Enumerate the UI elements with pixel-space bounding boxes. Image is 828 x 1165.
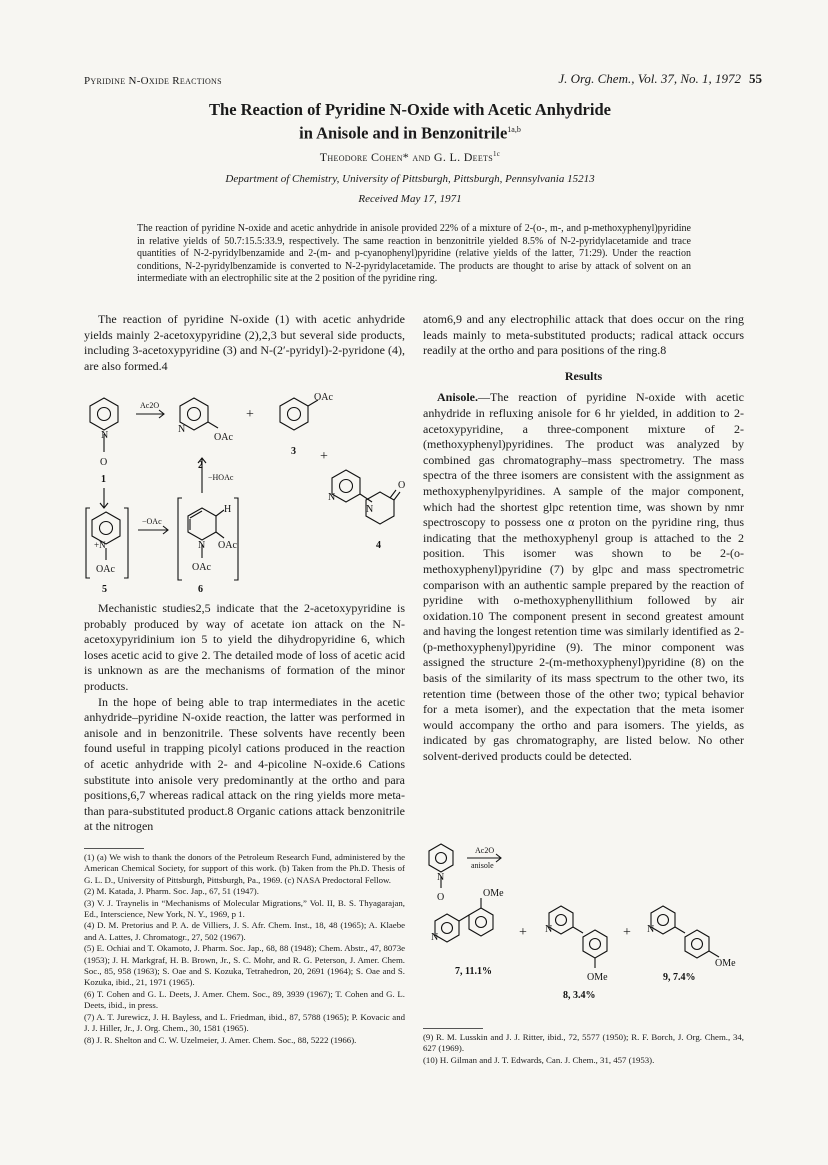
biaryl-bond-8 [573,927,583,933]
reagent-anisole: anisole [471,861,494,870]
aromatic-circle-s2 [436,853,447,864]
page-number: 55 [749,71,762,86]
nplus-label-5: +N [94,540,106,550]
ring-compound-3 [280,398,308,430]
footnote-9: (9) R. M. Lusskin and J. J. Ritter, ibid., 72, 5577 (1950); R. F. Borch, J. Org. Chem., 34, 627 (1969). [423,1032,744,1054]
o-label-s2: O [437,892,445,903]
ring-7-phenyl [469,908,493,936]
aromatic-circle-1 [98,408,111,421]
ring-8-pyridine [549,906,573,934]
footnote-3: (3) V. J. Traynelis in “Mechanisms of Molecular Migrations,” Vol. II, B. S. Thyagarajan, Ed., Interscience, New York, N. Y., 1969, p 1. [84,897,405,920]
ring-7-pyridine [435,914,459,942]
continued-paragraph: atom6,9 and any electrophilic attack that does occur on the ring leads mainly to meta-substituted products; radical attack occurs readily at the ortho and para positions of the ring.8 [423,312,744,358]
aromatic-circle-9b [692,939,703,950]
ring-compound-1 [90,398,118,430]
aromatic-circle-8b [590,939,601,950]
footnote-rule-left [84,848,144,849]
authors [60,150,760,165]
ring-9-phenyl [685,930,709,958]
n-label-4a: N [328,492,336,503]
section-heading-results: Results [564,368,603,383]
plus-sign-s2b: + [623,925,631,940]
n-label-s2: N [437,872,445,883]
left-col-paragraph-1 [84,312,405,374]
aromatic-circle-5 [100,522,113,535]
bracket-right-5 [124,508,128,578]
ome-label-8: OMe [587,972,608,983]
intro-paragraph: The reaction of pyridine N-oxide (1) with acetic anhydride yields mainly 2-acetoxypyridine (2),2,3 but several side products, including 3-acetoxypyridine (3) and N-(2′-pyridyl)-2-pyridone (4), are also formed.4 [84,312,405,373]
footnote-2: (2) M. Katada, J. Pharm. Soc. Jap., 67, 51 (1947). [84,886,259,897]
author-footnote-mark: 1c [492,150,501,158]
yield-label-9: 9, 7.4% [663,972,696,983]
n-label-9: N [647,924,655,935]
aromatic-circle-3 [288,408,301,421]
n-label-1: N [101,430,109,441]
aromatic-circle-7a [442,923,453,934]
footnotes-right [423,1032,744,1066]
ome-bond-9 [709,951,719,957]
ring-8-phenyl [583,930,607,958]
left-col-paragraphs [84,601,405,835]
h-bond-6 [216,510,224,516]
bracket-left-6 [178,498,182,580]
bracket-left-5 [86,508,90,578]
plus-sign-s2a: + [519,925,527,940]
yield-label-8: 8, 3.4% [563,990,596,1001]
n-label-8: N [545,924,553,935]
aromatic-circle-8a [556,915,567,926]
compound-number-1: 1 [101,474,106,485]
footnote-1: (1) (a) We wish to thank the donors of the Petroleum Research Fund, administered by the American Chemical Society, for support of this work. (b) Taken from the Ph.D. Thesis of G. L. D., University of Pittsburgh, Pittsburgh, Pa., 1969. (c) NASA Predoctoral Fellow. [84,852,405,885]
oac-bond-6 [216,532,224,538]
anisole-paragraph [423,390,744,764]
ring-9-pyridine [651,906,675,934]
n-label-7: N [431,932,439,943]
oac-label-5: OAc [96,564,115,575]
biaryl-bond-7 [459,915,469,921]
title-footnote-mark: 1a,b [507,125,521,134]
anisole-text: —The reaction of pyridine N-oxide with acetic anhydride in refluxing anisole for 6 hr yielded, in addition to 2-acetoxypyridine, a three-component mixture of 2-(methoxyphenyl)pyridines. The product was analyzed by combined gas chromatography–mass spectrometry. The mass spectra of the three isomers are consistent with the assignment as methoxyphenylpyridines. A sample of the major component, which had the shortest glpc retention time, was shown by nmr spectroscopy to possess one α proton on the pyridine ring, thus indicating that the methoxyphenyl group is attached to the 2 position. This isomer was shown to be 2-(o-methoxyphenyl)pyridine (7) by glpc and mass spectrometric comparison with an authentic sample prepared by the reaction of pyridine with o-methoxyphenyllithium followed by air oxidation.10 The component present in second greatest amount and having the longest retention time was similarly identified as 2-(p-methoxyphenyl)pyridine (9). The minor component was assigned the structure 2-(m-methoxyphenyl)pyridine (8) on the basis of the similarity of its mass spectrum to the other two, its retention time (between those of the other two; typical behavior for a meta isomer), and the expectation that the meta isomer would accompany the ortho and para isomers. The yields, as indicated by gas chromatography, are listed below. No other solvent-derived products could be detected. [423,390,744,764]
ring-pyridine-oxide [429,844,453,872]
compound-number-4: 4 [376,540,381,551]
ome-label-9: OMe [715,958,736,969]
oac-bond-2 [208,422,218,428]
reagent-ac2o: Ac2O [140,401,160,410]
footnote-5: (5) E. Ochiai and T. Okamoto, J. Pharm. Soc. Jap., 68, 88 (1948); Chem. Abstr., 47, 8073e (1953); J. H. Markgraf, H. B. Brown, Jr., S. C. Mohr, and R. G. Peterson, J. Amer. Chem. Soc., 85, 958 (1963); S. Oae and S. Kozuka, Tetrahedron, 20, 2691 (1964); S. Oae and S. Kozuka, ibid., 21, 1971 (1965). [84,943,405,988]
o-label-1: O [100,457,108,468]
plus-sign-2: + [320,449,328,464]
received-date: Received May 17, 1971 [358,193,462,205]
reaction-scheme-1 [84,388,414,600]
right-col-text [423,312,744,765]
mechanism-paragraph: Mechanistic studies2,5 indicate that the 2-acetoxypyridine is probably produced by way of acetate ion attack on the N-acetoxypyridinium ion 5 to yield the dihydropyridine 6, which loses acetic acid to give 2. The detailed mode of loss of acetic acid is unknown as are the mechanisms of formation of the minor products. [84,601,405,693]
footnote-10: (10) H. Gilman and J. T. Edwards, Can. J. Chem., 31, 457 (1953). [423,1054,655,1065]
anisole-lead: Anisole. [437,390,479,405]
carbonyl-bond-4b [390,490,396,498]
compound-number-6: 6 [198,584,203,595]
plus-sign-1: + [246,407,254,422]
reagent-minus-oac: −OAc [142,517,162,526]
oac-label-3: OAc [314,392,333,403]
ring-compound-6 [188,508,216,540]
affiliation: Department of Chemistry, University of Pittsburgh, Pittsburgh, Pennsylvania 15213 [225,173,595,185]
aromatic-circle-4 [340,480,353,493]
footnote-8: (8) J. R. Shelton and C. W. Uzelmeier, J. Amer. Chem. Soc., 88, 5222 (1966). [84,1034,357,1045]
oac-label-2: OAc [214,432,233,443]
oac-label-6a: OAc [218,540,237,551]
aromatic-circle-9a [658,915,669,926]
ring-compound-4a [332,470,360,502]
aromatic-circle-7b [476,917,487,928]
title-line-1: The Reaction of Pyridine N-Oxide with Acetic Anhydride [209,100,611,119]
compound-number-3: 3 [291,446,296,457]
o-label-4: O [398,480,406,491]
footnote-rule-right [423,1028,483,1029]
reaction-scheme-2 [423,838,753,1014]
article-title [60,100,760,144]
biaryl-bond-9 [675,927,685,933]
title-line-2 [60,120,760,144]
n-label-2: N [178,424,186,435]
oac-label-6b: OAc [192,562,211,573]
author-names: Theodore Cohen* and G. L. Deets [319,150,493,164]
footnote-4: (4) D. M. Pretorius and P. A. de Villiers, J. S. Afr. Chem. Inst., 18, 48 (1965); A. Klaebe and A. Lattes, J. Chromatogr., 27, 502 (1967). [84,920,405,942]
n-label-4b: N [366,504,374,515]
ome-label-7: OMe [483,888,504,899]
trapping-paragraph: In the hope of being able to trap intermediates in the acetic anhydride–pyridine N-oxide reaction, the latter was performed in anisole and in benzonitrile. These solvents have recently been found useful in trapping picolyl cations produced in the reaction of acetic anhydride with 2- and 4-picoline N-oxide.6 Cations substitute into anisole very predominantly at the ortho and para positions,6,7 whereas radical attack on the ring yields more meta- than para-substituted product.8 Organic cations attack benzonitrile at the nitrogen [84,694,405,834]
compound-number-5: 5 [102,584,107,595]
running-title: Pyridine N-Oxide Reactions [84,75,222,87]
compound-number-2: 2 [198,460,203,471]
aromatic-circle-2 [188,408,201,421]
reagent-minus-hoac: −HOAc [208,473,234,482]
abstract: The reaction of pyridine N-oxide and acetic anhydride in anisole provided 22% of a mixture of 2-(o-, m-, and p-methoxyphenyl)pyridine in relative yields of 50.7:15.5:33.9, respectively. The same reaction in benzonitrile yielded 8.5% of N-2-pyridylacetamide and trace quantities of N-2-pyridylbenzamide and 2-(m- and p-cyanophenyl)pyridine (relative yields of the latter, 71:29). Under the reaction conditions, N-2-pyridylbenzamide is converted to N-2-pyridylacetamide. The products are thought to arise by attack of solvent on an intermediate with an electrophilic site at the 2 position of the pyridine ring. [137,223,691,285]
title-line-2-text: in Anisole and in Benzonitrile [299,123,508,143]
footnotes-left [84,852,405,1046]
footnote-6: (6) T. Cohen and G. L. Deets, J. Amer. Chem. Soc., 89, 3939 (1967); T. Cohen and G. L. Deets, ibid., in press. [84,988,405,1011]
citation-text: J. Org. Chem., Vol. 37, No. 1, 1972 [558,71,741,86]
yield-label-7: 7, 11.1% [455,966,492,977]
n-label-6: N [198,540,206,551]
reagent-ac2o-s2: Ac2O [475,846,495,855]
bracket-right-6 [234,498,238,580]
footnote-7: (7) A. T. Jurewicz, J. H. Bayless, and L. Friedman, ibid., 87, 5788 (1965); P. Kovacic and J. J. Hiller, Jr., J. Org. Chem., 30, 1581 (1965). [84,1011,405,1034]
journal-citation [558,71,762,87]
h-label-6: H [224,504,232,515]
carbonyl-bond-4 [394,492,400,500]
